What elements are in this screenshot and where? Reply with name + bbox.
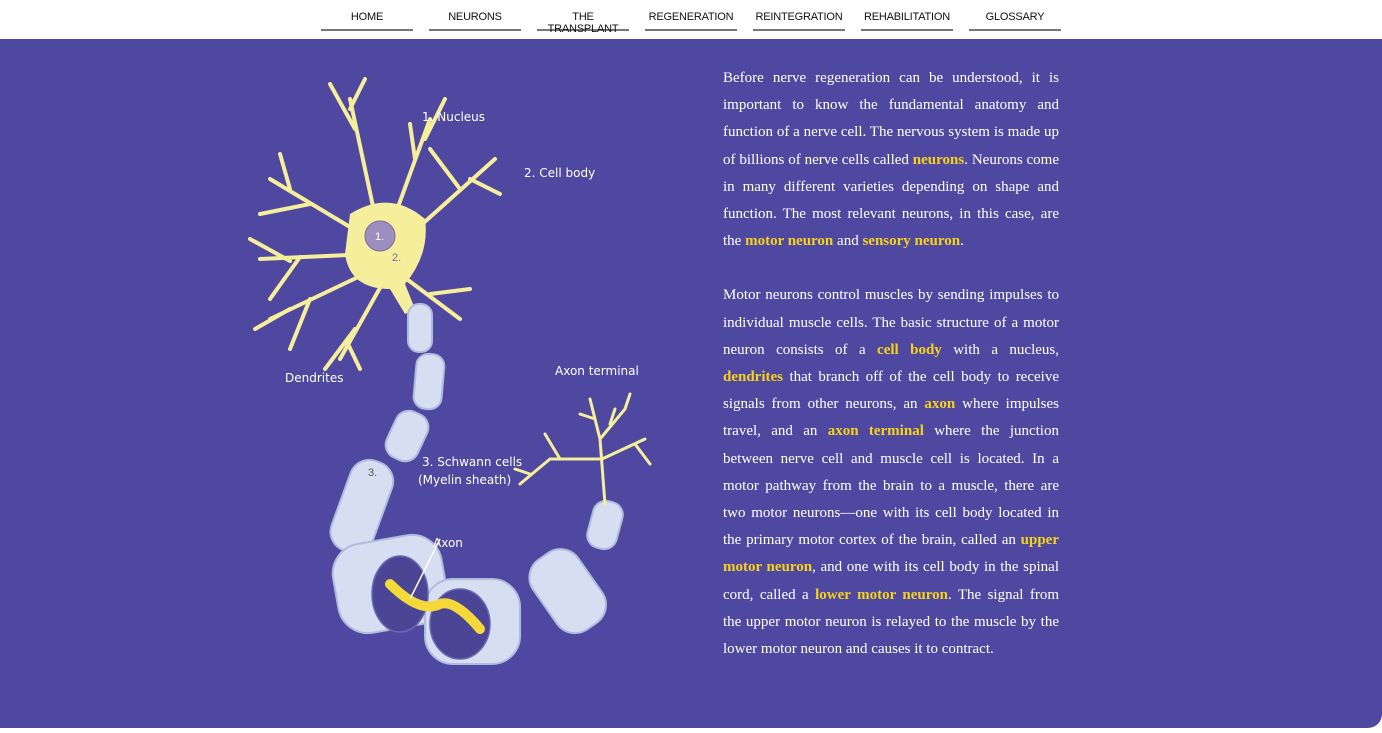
cell-body-mark: 2. (392, 252, 402, 264)
label-cell-body: 2. Cell body (524, 166, 596, 180)
text-segment: that branch off of the cell body to receive signals from other neurons, an (723, 369, 1059, 413)
label-axon: Axon (433, 536, 463, 550)
text-segment: with a nucleus, (941, 341, 1059, 358)
nav-reintegration[interactable]: REINTEGRATION (753, 11, 845, 31)
text-segment: . (960, 233, 964, 250)
label-dendrites: Dendrites (285, 371, 344, 385)
paragraph (723, 65, 1059, 255)
text-segment: where the junction between nerve cell and muscle cell is located. In a motor pathway from the brain to a muscle, there are two motor neurons—one with its cell body located in the primary motor cortex of the brain, called an (723, 423, 1059, 549)
neuron-diagram (230, 39, 670, 728)
axon-terminal-branches (515, 394, 650, 504)
text-segment: . The signal from the upper motor neuron is relayed to the muscle by the lower motor neuron and causes it to contract. (723, 586, 1059, 658)
highlighted-term: axon terminal (827, 423, 924, 440)
nav-the-transplant[interactable]: THE TRANSPLANT (537, 11, 629, 31)
schwann-mark: 3. (368, 467, 378, 479)
nav-rehabilitation[interactable]: REHABILITATION (861, 11, 953, 31)
text-segment: and (833, 233, 863, 250)
highlighted-term: lower motor neuron (815, 586, 948, 603)
highlighted-term: cell body (877, 341, 942, 358)
label-axon-terminal: Axon terminal (555, 364, 639, 378)
label-schwann-cells: 3. Schwann cells (422, 455, 523, 469)
text-segment: where impulses travel, and an (723, 396, 1059, 440)
label-myelin-sheath: (Myelin sheath) (418, 473, 512, 487)
highlighted-term: upper motor neuron (723, 532, 1059, 576)
highlighted-term: sensory neuron (862, 233, 961, 250)
article-text (723, 65, 1059, 690)
label-nucleus: 1. Nucleus (422, 110, 486, 124)
highlighted-term: neurons (912, 151, 965, 168)
nucleus-mark: 1. (375, 231, 385, 243)
nav-neurons[interactable]: NEURONS (429, 11, 521, 31)
highlighted-term: axon (924, 396, 956, 413)
text-segment: . Neurons come in many different varieties depending on shape and function. The most relevant neurons, in this case, are the (723, 151, 1060, 250)
cell-body (345, 203, 426, 314)
text-segment: Before nerve regeneration can be understood, it is important to know the fundamental anatomy and function of a nerve cell. The nervous system is made up of billions of nerve cells called (723, 70, 1059, 168)
highlighted-term: dendrites (723, 369, 783, 386)
highlighted-term: motor neuron (745, 233, 834, 250)
top-navigation (0, 0, 1382, 39)
nav-glossary[interactable]: GLOSSARY (969, 11, 1061, 31)
nav-home[interactable]: HOME (321, 11, 413, 31)
nav-regeneration[interactable]: REGENERATION (645, 11, 737, 31)
content-area (0, 39, 1382, 728)
paragraph (723, 282, 1059, 663)
text-segment: , and one with its cell body in the spinal cord, called a (723, 559, 1059, 603)
text-segment: Motor neurons control muscles by sending impulses to individual muscle cells. The basic structure of a motor neuron consists of a (723, 287, 1059, 358)
